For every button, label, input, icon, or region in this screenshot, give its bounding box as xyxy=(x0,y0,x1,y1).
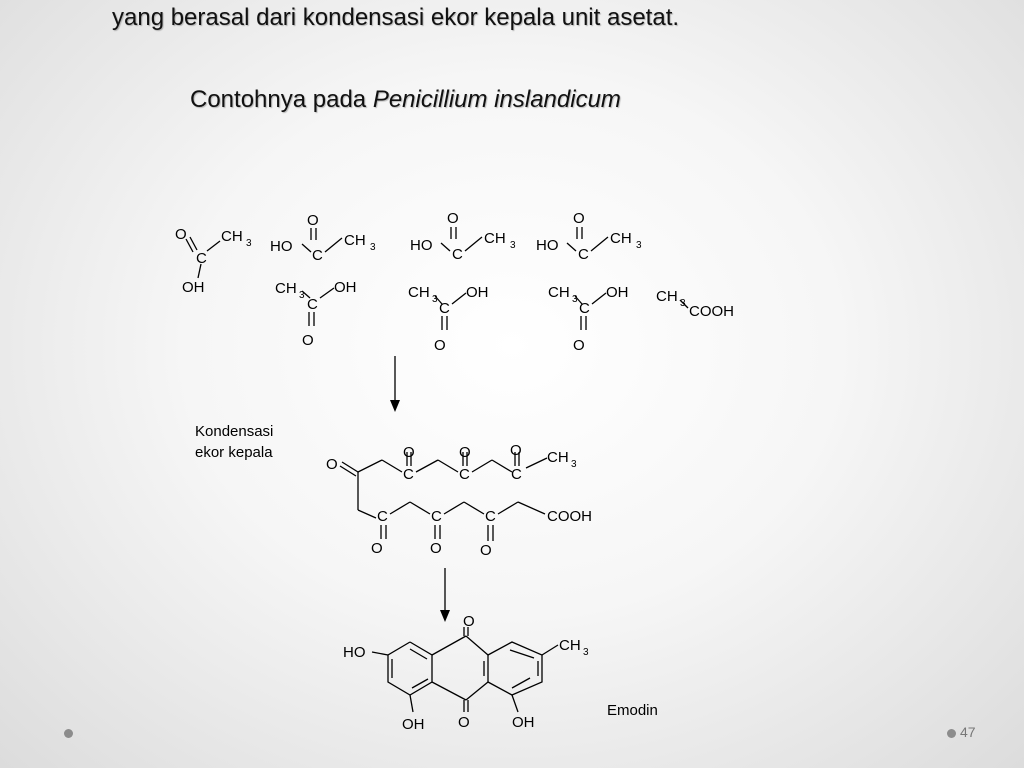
atom-label: O xyxy=(430,540,442,557)
atom-label: OH xyxy=(606,284,629,301)
atom-label: CH xyxy=(408,284,430,301)
atom-label: CH xyxy=(484,230,506,247)
subscript-label: 3 xyxy=(510,240,516,251)
atom-label: O xyxy=(463,613,475,630)
left-dot xyxy=(64,729,73,738)
atom-label: C xyxy=(459,466,470,483)
subscript-label: 3 xyxy=(571,459,577,470)
subscript-label: 3 xyxy=(680,298,686,309)
atom-label: C xyxy=(452,246,463,263)
atom-label: OH xyxy=(182,279,205,296)
atom-label: O xyxy=(371,540,383,557)
atom-label: HO xyxy=(536,237,559,254)
page-number: 47 xyxy=(960,724,976,740)
atom-label: OH xyxy=(466,284,489,301)
atom-label: C xyxy=(511,466,522,483)
atom-label: CH xyxy=(656,288,678,305)
atom-label: C xyxy=(312,247,323,264)
subscript-label: 3 xyxy=(299,290,305,301)
atom-label: OH xyxy=(334,279,357,296)
atom-label: C xyxy=(439,300,450,317)
atom-label: O xyxy=(307,212,319,229)
atom-label: O xyxy=(458,714,470,731)
atom-label: C xyxy=(431,508,442,525)
atom-label: HO xyxy=(410,237,433,254)
atom-label: OH xyxy=(402,716,425,733)
atom-label: CH xyxy=(610,230,632,247)
atom-label: COOH xyxy=(689,303,734,320)
slide-heading: yang berasal dari kondensasi ekor kepala unit asetat. xyxy=(112,4,680,31)
atom-label: O xyxy=(302,332,314,349)
atom-label: O xyxy=(403,444,415,461)
atom-label: HO xyxy=(343,644,366,661)
species-name: Penicillium inslandicum xyxy=(372,86,621,113)
atom-label: CH xyxy=(344,232,366,249)
atom-label: CH xyxy=(221,228,243,245)
subscript-label: 3 xyxy=(572,294,578,305)
atom-label: C xyxy=(377,508,388,525)
atom-label: CH xyxy=(548,284,570,301)
atom-label: O xyxy=(510,442,522,459)
subscript-label: 3 xyxy=(370,242,376,253)
atom-label: C xyxy=(196,250,207,267)
subscript-label: 3 xyxy=(636,240,642,251)
atom-label: OH xyxy=(512,714,535,731)
atom-label: HO xyxy=(270,238,293,255)
product-name: Emodin xyxy=(607,702,658,719)
atom-label: O xyxy=(326,456,338,473)
condensation-label-line1: Kondensasi xyxy=(195,423,274,440)
atom-label: C xyxy=(403,466,414,483)
subscript-label: 3 xyxy=(246,238,252,249)
atom-label: O xyxy=(459,444,471,461)
atom-label: CH xyxy=(547,449,569,466)
atom-label: O xyxy=(573,337,585,354)
subscript-label: 3 xyxy=(432,294,438,305)
atom-label: O xyxy=(480,542,492,559)
atom-label: COOH xyxy=(547,508,592,525)
atom-label: C xyxy=(307,296,318,313)
condensation-label-line2: ekor kepala xyxy=(195,444,273,461)
atom-label: CH xyxy=(275,280,297,297)
atom-label: C xyxy=(578,246,589,263)
atom-label: O xyxy=(573,210,585,227)
atom-label: O xyxy=(175,226,187,243)
right-dot xyxy=(947,729,956,738)
atom-label: CH xyxy=(559,637,581,654)
atom-label: O xyxy=(447,210,459,227)
atom-label: O xyxy=(434,337,446,354)
atom-label: C xyxy=(579,300,590,317)
subscript-label: 3 xyxy=(583,647,589,658)
example-prefix: Contohnya pada xyxy=(190,86,373,113)
atom-label: C xyxy=(485,508,496,525)
